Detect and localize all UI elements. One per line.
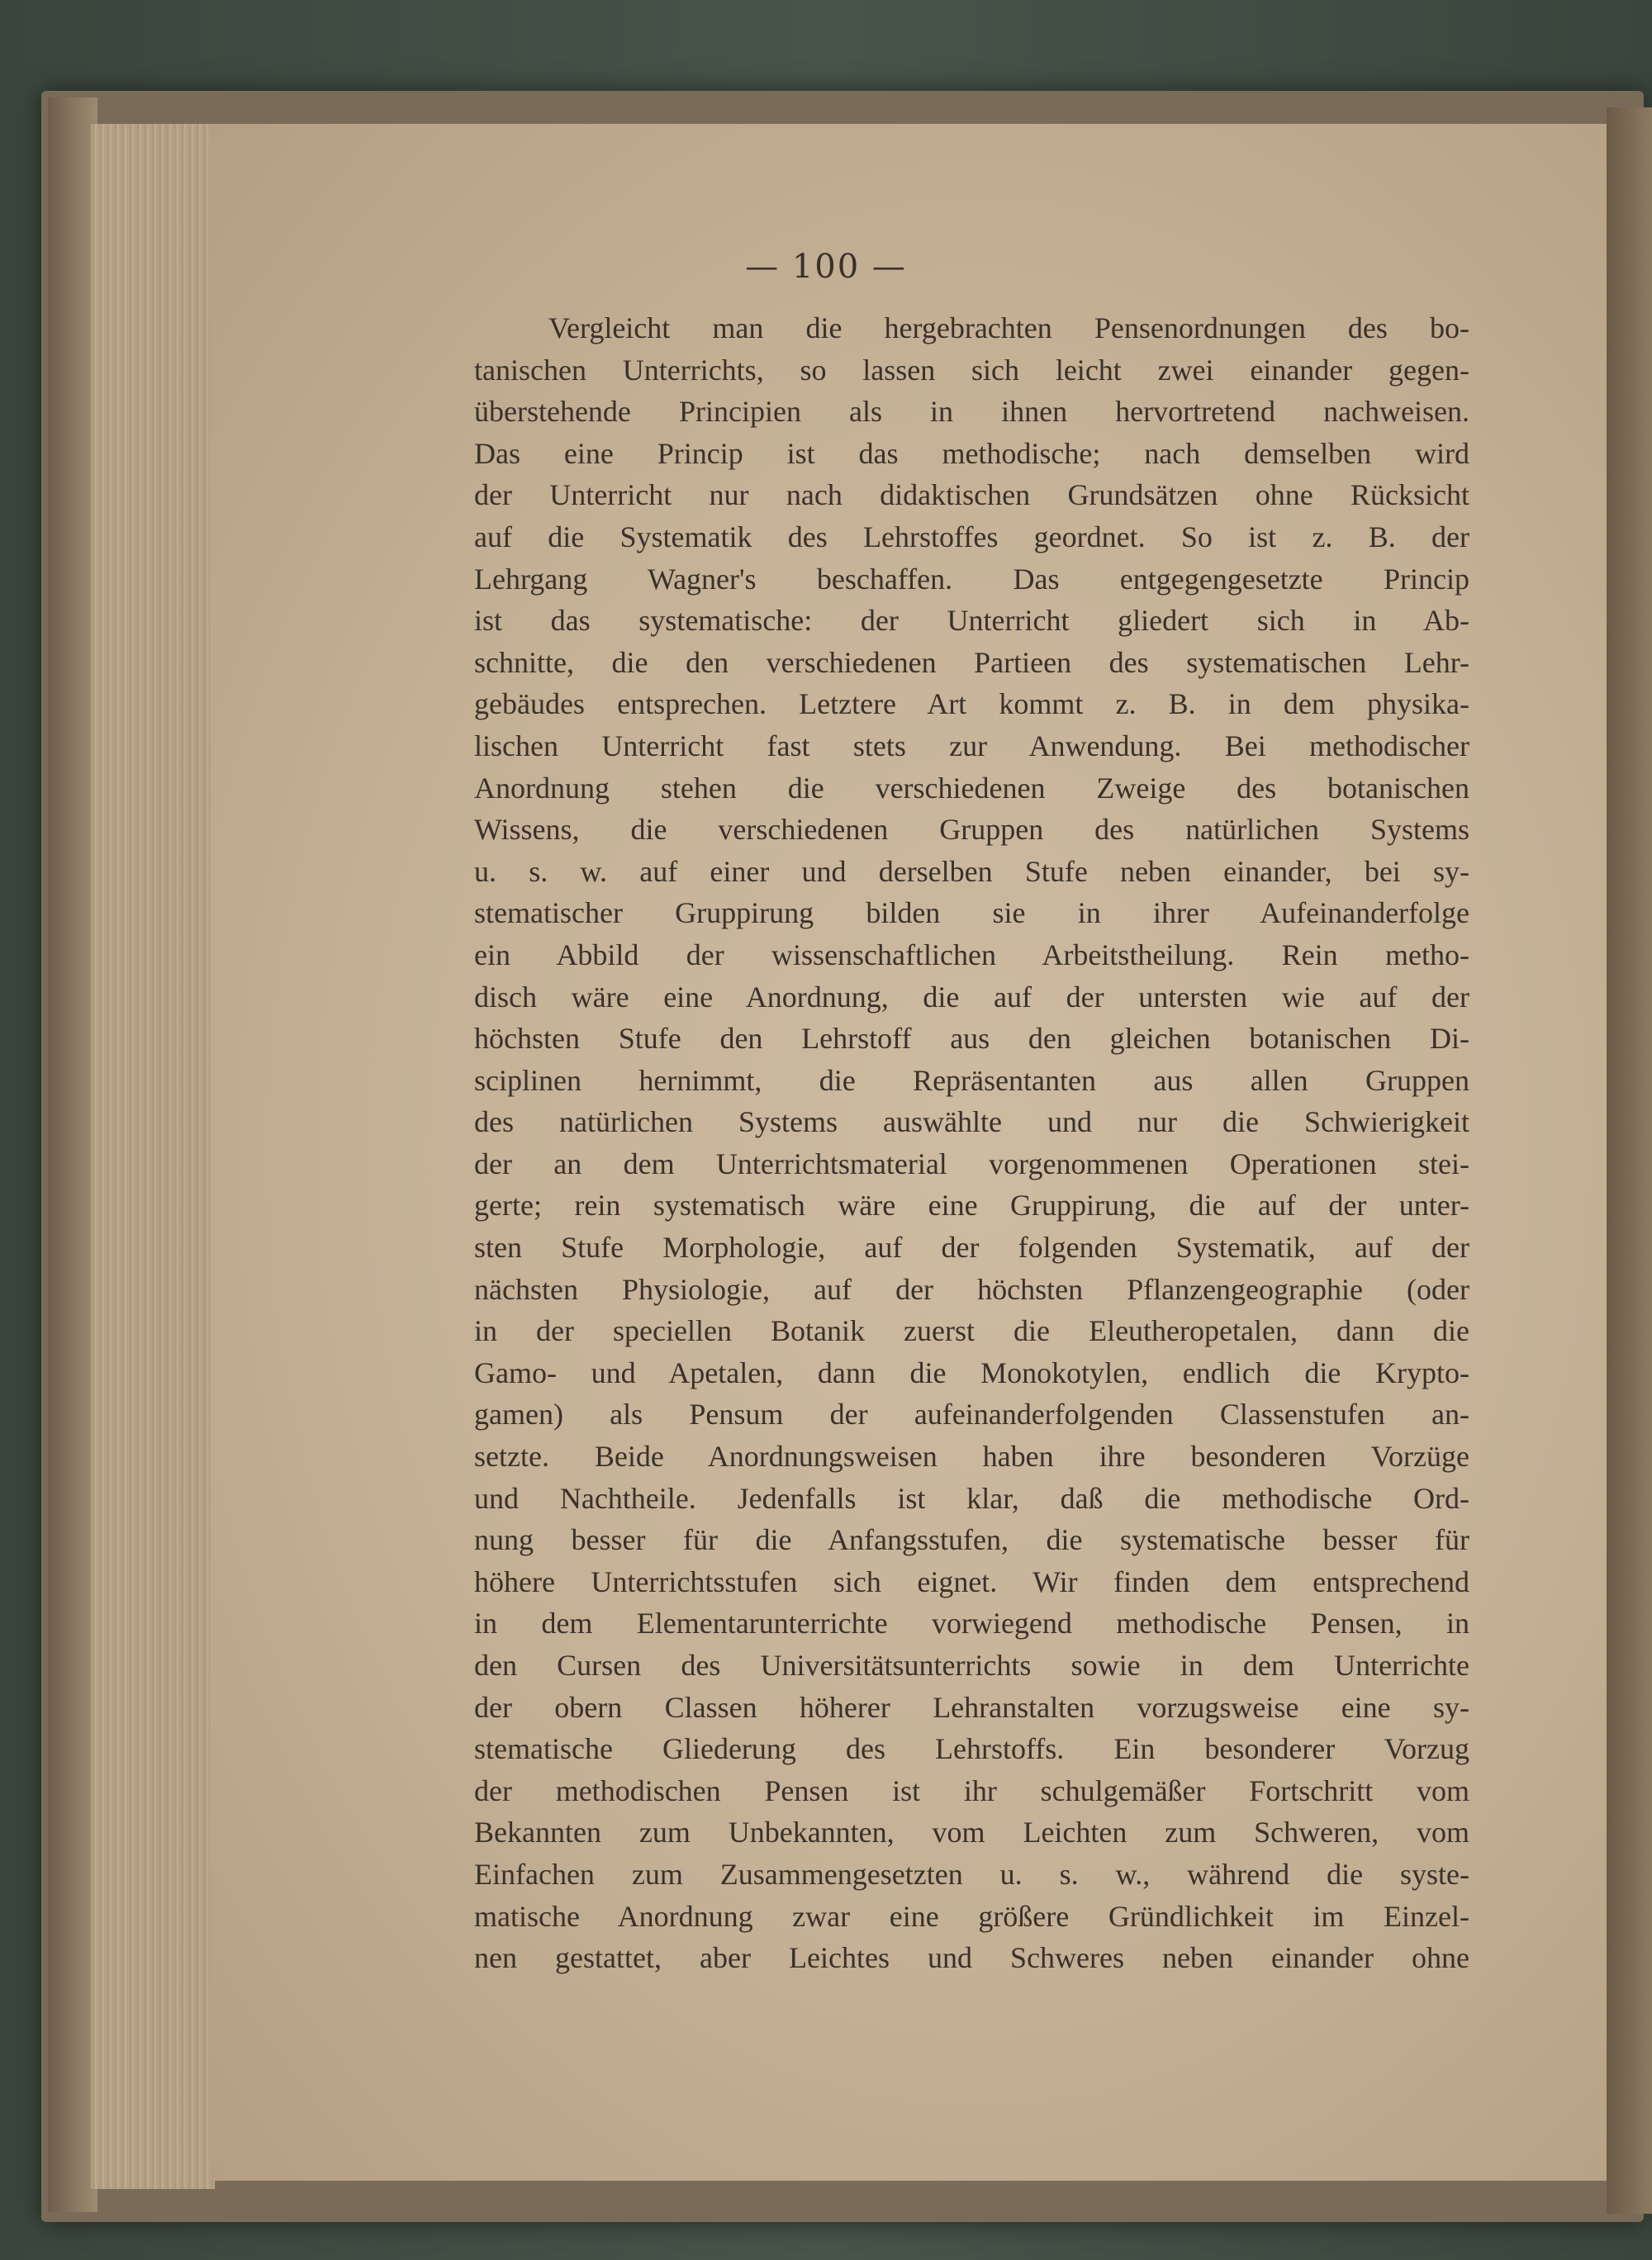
text-line: u. s. w. auf einer und derselben Stufe neben einander, bei sy-: [474, 854, 1469, 888]
text-line: matische Anordnung zwar eine größere Gründlichkeit im Einzel-: [474, 1899, 1469, 1933]
text-line: der Unterricht nur nach didaktischen Grundsätzen ohne Rücksicht: [474, 478, 1469, 512]
text-line: gebäudes entsprechen. Letztere Art kommt z. B. in dem physika-: [474, 687, 1469, 721]
text-line: Das eine Princip ist das methodische; nach demselben wird: [474, 436, 1469, 470]
facing-page-edge: [1607, 107, 1652, 2214]
text-line: Gamo- und Apetalen, dann die Monokotylen, endlich die Krypto-: [474, 1356, 1469, 1389]
text-line: gerte; rein systematisch wäre eine Gruppirung, die auf der unter-: [474, 1189, 1469, 1223]
page-stack-edge: [91, 124, 215, 2189]
text-line: höhere Unterrichtsstufen sich eignet. Wir finden dem entsprechend: [474, 1564, 1469, 1598]
text-line: der methodischen Pensen ist ihr schulgemäßer Fortschritt vom: [474, 1773, 1469, 1807]
text-line: gamen) als Pensum der aufeinanderfolgenden Classenstufen an-: [474, 1398, 1469, 1431]
text-line: lischen Unterricht fast stets zur Anwendung. Bei methodischer: [474, 729, 1469, 762]
text-line: in dem Elementarunterrichte vorwiegend methodische Pensen, in: [474, 1607, 1469, 1640]
text-line: disch wäre eine Anordnung, die auf der untersten wie auf der: [474, 980, 1469, 1014]
text-line: setzte. Beide Anordnungsweisen haben ihre besonderen Vorzüge: [474, 1440, 1469, 1474]
text-line: des natürlichen Systems auswählte und nur die Schwierigkeit: [474, 1105, 1469, 1139]
text-line: höchsten Stufe den Lehrstoff aus den gleichen botanischen Di-: [474, 1022, 1469, 1056]
body-text: [474, 307, 1469, 1979]
text-line: den Cursen des Universitätsunterrichts sowie in dem Unterrichte: [474, 1649, 1469, 1682]
text-line: tanischen Unterrichts, so lassen sich leicht zwei einander gegen-: [474, 353, 1469, 387]
text-line: Anordnung stehen die verschiedenen Zweige des botanischen: [474, 771, 1469, 805]
text-line: ein Abbild der wissenschaftlichen Arbeitstheilung. Rein metho-: [474, 938, 1469, 971]
text-line: sciplinen hernimmt, die Repräsentanten aus allen Gruppen: [474, 1063, 1469, 1097]
text-line: der obern Classen höherer Lehranstalten vorzugsweise eine sy-: [474, 1690, 1469, 1724]
text-line: sten Stufe Morphologie, auf der folgenden Systematik, auf der: [474, 1231, 1469, 1265]
text-line: schnitte, die den verschiedenen Partieen des systematischen Lehr-: [474, 645, 1469, 679]
text-line: ist das systematische: der Unterricht gliedert sich in Ab-: [474, 604, 1469, 638]
text-line: Einfachen zum Zusammengesetzten u. s. w., während die syste-: [474, 1857, 1469, 1891]
text-line: Wissens, die verschiedenen Gruppen des natürlichen Systems: [474, 813, 1469, 847]
text-line: nächsten Physiologie, auf der höchsten Pflanzengeographie (oder: [474, 1272, 1469, 1306]
cover-edge: [48, 97, 97, 2212]
text-line: Bekannten zum Unbekannten, vom Leichten zum Schweren, vom: [474, 1816, 1469, 1849]
text-line: nung besser für die Anfangsstufen, die systematische besser für: [474, 1523, 1469, 1557]
text-line: und Nachtheile. Jedenfalls ist klar, daß die methodische Ord-: [474, 1481, 1469, 1515]
text-line: Lehrgang Wagner's beschaffen. Das entgegengesetzte Princip: [474, 562, 1469, 596]
page-number: — 100 —: [745, 248, 907, 286]
text-line: auf die Systematik des Lehrstoffes geordnet. So ist z. B. der: [474, 520, 1469, 553]
text-line: nen gestattet, aber Leichtes und Schweres neben einander ohne: [474, 1941, 1469, 1975]
text-line: stematische Gliederung des Lehrstoffs. Ein besonderer Vorzug: [474, 1732, 1469, 1766]
text-line: überstehende Principien als in ihnen hervortretend nachweisen.: [474, 395, 1469, 429]
text-line: Vergleicht man die hergebrachten Pensenordnungen des bo-: [548, 311, 1469, 344]
text-line: der an dem Unterrichtsmaterial vorgenommenen Operationen stei-: [474, 1147, 1469, 1180]
text-line: in der speciellen Botanik zuerst die Eleutheropetalen, dann die: [474, 1314, 1469, 1348]
text-line: stematischer Gruppirung bilden sie in ihrer Aufeinanderfolge: [474, 896, 1469, 930]
